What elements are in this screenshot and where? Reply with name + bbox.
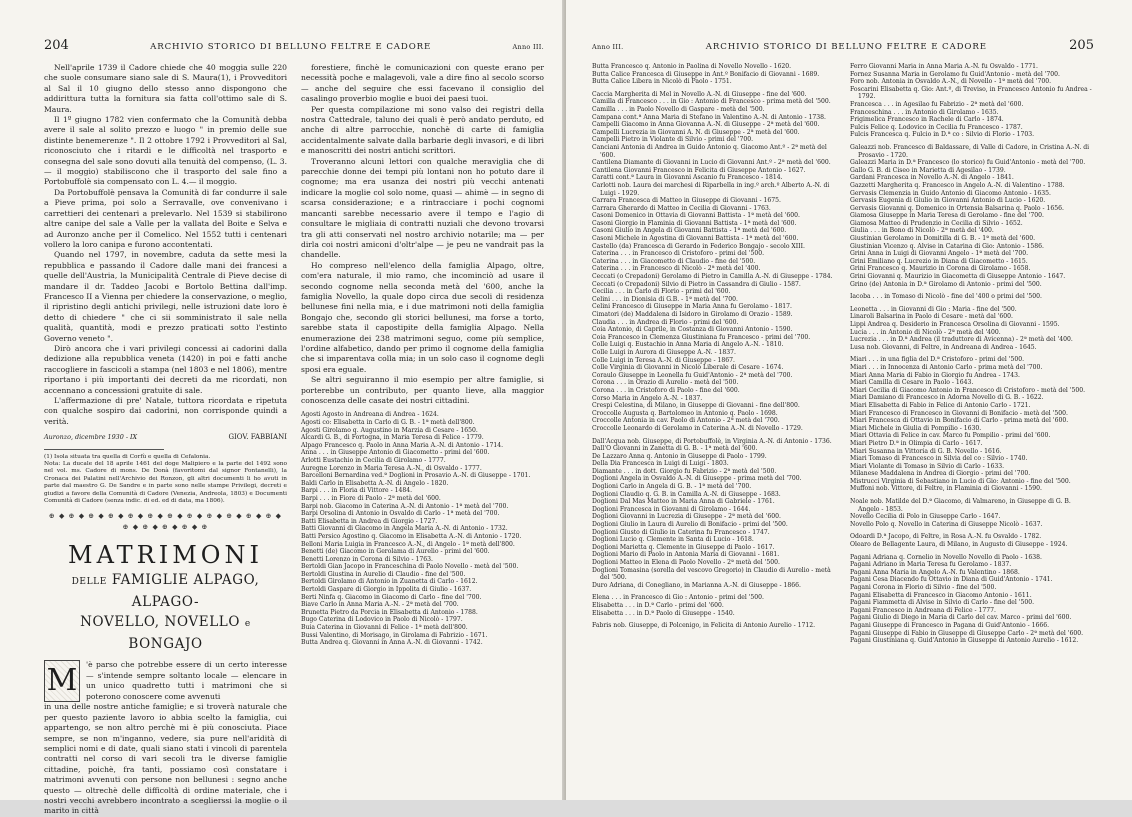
marriage-entry: Barpi . . . in Fiore di Paolo - 2ª metà del '600. bbox=[301, 494, 441, 502]
marriage-entry: Doglioni Claudio q. G. B. in Camilla A.-N. di Giuseppe - 1683. bbox=[592, 490, 781, 498]
marriage-entry: Giustinian Vicenzo q. Alvise in Catarina di Gio: Antonio - 1586. bbox=[850, 242, 1044, 250]
marriage-entry: Colle Virginia di Giovanni in Nicolò Liberale di Cesare - 1674. bbox=[592, 364, 784, 372]
marriage-entry: Coia Antonio, di Caprile, in Costanza di Giovanni Antonio - 1590. bbox=[592, 326, 793, 334]
marriage-entry: Pagani Fiammetta di Alvise in Silvio di Carlo - fine del '500. bbox=[850, 599, 1035, 607]
left-running-head bbox=[44, 38, 544, 53]
marriage-entry: Fornez Susanna Maria in Gerolamo fu Guid'Antonio - metà del '700. bbox=[850, 70, 1060, 78]
marriage-entry: Canciani Antonia di Andrea in Guido Antonio q. Giacomo Ant.º - 2ª metà del '600. bbox=[592, 143, 827, 159]
marriage-entry: Doglioni Giovanni in Lucrezia di Giuseppe - 2ª metà del '600. bbox=[592, 513, 781, 521]
marriage-entry: Miari Elisabetta di Fabio in Felice di Antonio Carlo - 1721. bbox=[850, 401, 1031, 409]
marriage-entry: Linaroli Balsarina in Paolo di Cesare - metà dal '600. bbox=[850, 313, 1013, 321]
marriage-entry: Bertoldi Gian Jacopo in Franceschina di Paolo Novello - metà del '500. bbox=[301, 563, 519, 571]
marriage-entry: Bertoldi Gaspare di Giorgio in Ippolita di Giulio - 1637. bbox=[301, 586, 472, 594]
intro-continuation: in una delle nostre antiche famiglie; e si troverà naturale che per questo paziente lavoro io abbia scelto la famiglia, cui appartengo, se non altro perchè mi è più conosciuta. Piace sempre, se non m'inganno, vedere, sia pure nell'aridità di semplici nomi e di date, quali siano stati i vincoli di parentela contratti nel corso di vari secoli tra le diverse famiglie cittadine, poichè, fra tanti, possiamo così constatare i matrimoni avvenuti con persone non bellunesi : segno anche questo — oltrechè delle difficoltà di ordine materiale, che i nostri vecchi avrebbero incontrato a sceglierssi la moglie o il marito in città bbox=[44, 702, 287, 816]
marriage-entry: Muffoni nob. Vittore, di Feltre, in Flaminia di Giovanni - 1590. bbox=[850, 485, 1042, 493]
marriage-entry: Gazzetti Margherita q. Francesco in Angelo A.-N. di Valentino - 1788. bbox=[850, 181, 1065, 189]
marriage-entry: Alpago Francesco q. Paolo in Anna Maria A.-N. di Antonio - 1714. bbox=[301, 441, 504, 449]
marriage-entry: Caterina . . . in Francesco di Nicolò - 2ª metà del '400. bbox=[592, 265, 761, 273]
marriage-entry: Agosti Agosto in Andreana di Andrea - 1624. bbox=[301, 411, 439, 419]
right-column-2 bbox=[850, 63, 1094, 645]
marriage-entry: Pagani Giulio di Diego in Maria di Carlo del cav. Marco - primi del '600. bbox=[850, 614, 1072, 622]
marriage-entry: Fulcis Felice q. Lodovico in Cecilia fu Francesco - 1787. bbox=[850, 123, 1023, 131]
signature-name: GIOV. FABBIANI bbox=[228, 433, 287, 442]
marriage-entry: Pagani Corona in Florio di Silvio - fine del '500. bbox=[850, 584, 997, 591]
marriage-entry: Miari Francesca di Ottavio in Bonifacio di Carlo - prima metà del '600. bbox=[850, 417, 1069, 425]
signature-place: Auronzo, dicembre 1930 - IX bbox=[44, 433, 138, 442]
marriage-entry: Pagani Adriano in Maria Teresa fu Gerolamo - 1837. bbox=[850, 561, 1012, 569]
marriage-entry: Casoni Michele in Agostina di Giovanni Battista - 1ª metà del '600. bbox=[592, 235, 799, 243]
right-column-1 bbox=[592, 63, 836, 645]
marriage-entry: Ceccati (o Crepadoni) Gerolamo di Pietro in Camilla A.-N. di Giuseppe - 1784. bbox=[592, 273, 833, 281]
body-paragraph: Da Portobuffolè pensava la Comunità di far condurre il sale a Pieve prima, poi solo a Serravalle, ove convenivano i carrettieri dei centenari a prelevarlo. Nel 1539 si stabilirono altre canipe del sale a Valle per la vallata del Boite e Selva e ad Auronzo anche per il Comelico. Nel 1552 tutti i centenari vollero la loro canipa e furono accontentati. bbox=[44, 187, 287, 249]
marriage-entry: Miari Anna Maria di Fabio in Giorgio fu Andrea - 1743. bbox=[850, 371, 1020, 379]
marriage-entry: Doglioni Mario di Paolo in Antonia Maria di Giovanni - 1681. bbox=[592, 551, 780, 559]
marriage-entry: Grini Anna in Luigi di Giovanni Angelo - 1ª metà del '700. bbox=[850, 250, 1029, 258]
marriage-entry: Doglioni Dal Mas Matteo in Maria Anna di Gabriele - 1761. bbox=[592, 498, 775, 506]
marriage-entry: Giamosa Giuseppe in Maria Teresa di Gerolamo - fine del '700. bbox=[850, 212, 1044, 220]
marriage-entry: Miari . . . in una figlia del D.ª Cristoforo - primi del '500. bbox=[850, 356, 1025, 364]
running-title: ARCHIVIO STORICO DI BELLUNO FELTRE E CADORE bbox=[150, 42, 432, 52]
marriage-entry: Ceccati (o Crepadoni) Silvio di Pietro in Cassandra di Giulio - 1587. bbox=[592, 280, 801, 288]
marriage-entry: Barcelloni Bernardina ved.ª Doglioni in Prosavio A.-N. di Giuseppe - 1701. bbox=[301, 472, 531, 480]
marriage-entry: Fabris nob. Giuseppe, di Polcenigo, in Felicita di Antonio Aurelio - 1712. bbox=[592, 622, 816, 630]
marriage-entry: Caterina . . . in Francesco di Cristoforo - primi del '500. bbox=[592, 250, 765, 258]
marriage-entry: Carrara Francesca di Matteo in Giuseppe di Giovanni - 1675. bbox=[592, 197, 781, 205]
section-subtitle-1: DELLE FAMIGLIE ALPAGO, ALPAGO- bbox=[71, 572, 260, 611]
marriage-entry: Galeazzi Maria in D.ª Francesco (lo storico) fu Guid'Antonio - metà del '700. bbox=[850, 159, 1086, 167]
marriage-entry: Campelli Pietro in Violante di Silvio - primi del '700. bbox=[592, 136, 754, 144]
marriage-entry: Miari Susanna in Vittoria di G. B. Novello - 1616. bbox=[850, 447, 1002, 455]
marriage-entry: Caccia Margherita di Mel in Novello A.-N. di Giuseppe - fine del '600. bbox=[592, 90, 807, 98]
marriage-entry: Bugo Caterina di Lodovico in Paolo di Nicolò - 1797. bbox=[301, 616, 463, 624]
marriage-entry: Belloni Maria Luigia in Francesco A.-N., di Angelo - 1ª metà dell'800. bbox=[301, 540, 515, 548]
marriage-entry: Caratti cont.ª Laura in Giovanni Ascanio fu Francesco - 1814. bbox=[592, 174, 783, 182]
marriage-entry: Lucia . . . in Antonio di Nicolò - 2ª metà del '400. bbox=[850, 328, 1001, 336]
marriage-entry: Foscarini Elisabetta q. Gio: Ant.º, di Treviso, in Francesco Antonio fu Andrea - 1792. bbox=[850, 85, 1092, 101]
marriage-entry: Miari Tomaso di Francesco in Silvia del co : Silvio - 1740. bbox=[850, 455, 1028, 463]
marriage-entry: Miari . . . in Innocenza di Antonio Carlo - prima metà del '700. bbox=[850, 363, 1043, 371]
marriage-entry: Pagani Giuseppe di Francesco in Pagana di Guid'Antonio - 1666. bbox=[850, 621, 1050, 629]
marriage-entry: Caterina . . . in Giacometto di Claudio - fine del '500. bbox=[592, 257, 756, 265]
marriage-entry: Lippi Andrea q. Desiderio in Francesca Orsolina di Giovanni - 1595. bbox=[850, 321, 1060, 328]
marriage-entry: Cimatori (de) Maddalena di Isidoro in Girolamo di Orazio - 1589. bbox=[592, 311, 793, 318]
marriage-entry: Batti Giovanni di Giacomo in Angela Maria A.-N. di Antonio - 1732. bbox=[301, 525, 508, 533]
marriage-entry: Doglioni Giusto di Giulio in Caterina fu Francesco - 1747. bbox=[592, 528, 770, 536]
marriage-entry: Leonetta . . . in Giovanni di Gio : Maria - fine del '500. bbox=[850, 305, 1017, 313]
marriage-entry: Dall'O Giovanni in Zanetta di G. B. - 1ª metà del '600. bbox=[592, 445, 758, 453]
marriage-entry: Corona . . . in Cristoforo di Paolo - fine del '600. bbox=[592, 386, 740, 394]
section-title: MATRIMONI bbox=[68, 541, 263, 570]
marriage-entry: Corona . . . in Orazio di Aurelio - metà del '500. bbox=[592, 379, 739, 387]
right-running-head bbox=[592, 38, 1094, 53]
marriage-entry: Mistrucci Virginia di Sebastiano in Lucio di Gio: Antonio - fine del '500. bbox=[850, 477, 1071, 485]
marriage-entry: Miari Violante di Tomaso in Silvio di Carlo - 1633. bbox=[850, 462, 1005, 470]
marriage-entry: Foro nob. Antonia in Osvaldo A.-N., di Novello - 1ª metà del '700. bbox=[850, 78, 1052, 86]
body-paragraph: L'affermazione di pre' Natale, tuttora ricordata e ripetuta con qualche sospiro dai cadorini, non corrisponde quindi a verità. bbox=[44, 396, 287, 426]
marriage-entry: Pagani Elisabetta di Francesco in Giacomo Antonio - 1611. bbox=[850, 591, 1032, 599]
section-subtitle-2: NOVELLO, NOVELLO e BONGAJO bbox=[80, 614, 251, 653]
marriage-entry: Lucrezia . . . in D.ª Andrea (il traduttore di Avicenna) - 2ª metà del '400. bbox=[850, 336, 1073, 344]
marriage-entry: Pagani Cesa Diacendo fu Ottavio in Diana di Guid'Antonio - 1741. bbox=[850, 576, 1053, 584]
marriage-entry: Agosti Girolamo q. Augustino in Marzia di Cesare - 1650. bbox=[301, 426, 478, 434]
marriage-entry: Miari Cecilia di Giacomo Antonio in Francesco di Cristoforo - metà del '500. bbox=[850, 386, 1086, 394]
marriage-entry: Cecilia . . . in Carlo di Florio - primi del '600. bbox=[592, 288, 731, 296]
marriage-entry: Francesca . . . in Agesilao fu Fabrizio - 2ª metà del '600. bbox=[850, 100, 1024, 108]
body-paragraph: forestiere, finchè le comunicazioni con queste erano per necessità poche e malagevoli, vale a dire fino al secolo scorso — anche del seguire che essi facevano il consiglio del casalingo proverbio moglie e buoi dei paesi tuoi. bbox=[301, 63, 544, 104]
left-column-1 bbox=[44, 63, 287, 817]
marriage-entry: Camilla . . . in Paolo Novello di Gaspare - metà del '500. bbox=[592, 105, 765, 113]
marriage-entry: Campana cont.ª Anna Maria di Stefano in Valentino A.-N. di Antonio - 1738. bbox=[592, 113, 826, 121]
marriage-entry: Alcardi G. B., di Fortogna, in Maria Teresa di Felice - 1779. bbox=[301, 434, 484, 442]
body-paragraph: Nell'aprile 1739 il Cadore chiede che 40 moggia sulle 220 che suole consumare siano sale di S. Maura(1), i Provveditori al Sal il 10 giugno dello stesso anno dispongono che addirittura tutta la fornitura sia fatta coll'ottimo sale di S. Maura. bbox=[44, 63, 287, 114]
marriage-entry: Grini Emiliano q. Lucrezio in Diana di Giacometto - 1615. bbox=[850, 257, 1028, 265]
marriage-entry: Benetti (de) Giacomo in Gerolama di Aurelio - primi del '600. bbox=[301, 548, 490, 556]
marriage-entry: Corso Maria in Angelo A.-N. - 1837. bbox=[592, 394, 703, 402]
marriage-entry: Miari Damiano di Francesco in Adorna Novello di G. B. - 1622. bbox=[850, 394, 1044, 402]
marriage-entry: Colle Luigi q. Eustachio in Anna Maria di Angelo A.-N. - 1810. bbox=[592, 341, 784, 349]
marriage-entry: Baldi Carlo in Elisabetta A.-N. di Angelo - 1820. bbox=[301, 479, 449, 487]
body-paragraph: Dirò ancora che i vari privilegi concessi ai cadorini dalla dedizione alla repubblica veneta (1420) in poi e fatti anche raccogliere in fascicoli a stampa (nel 1803 e nel 1806), mentre riportano i più importanti dei decreti da me ricordati, non accennano a concessioni gratuite di sale. bbox=[44, 343, 287, 395]
marriage-entry: Casoni Domenico in Ottavia di Giovanni Battista - 1ª metà del '600. bbox=[592, 212, 800, 220]
marriage-entry: Casoni Giulio in Angela di Giovanni Battista - 1ª metà del '600. bbox=[592, 227, 787, 235]
marriage-entry: Benetti Lorenzo in Corona di Silvio - 1763. bbox=[301, 555, 433, 563]
marriage-entry: Campelli Lucrezia in Giovanni A. N. di Giuseppe - 2ª metà del '600. bbox=[592, 128, 800, 136]
marriage-entry: Grino (de) Antonia in D.ª Girolamo di Antonio - primi del '500. bbox=[850, 280, 1042, 288]
left-column-2 bbox=[301, 63, 544, 817]
marriage-entry: Pagani Adriana q. Cornelio in Novello Novello di Paolo - 1638. bbox=[850, 553, 1042, 561]
marriage-entry: Giamosa Matteo di Prudenzio in Cecilia di Silvio - 1652. bbox=[850, 219, 1023, 227]
marriage-entry: Miari Pietro D.ª in Olimpia di Carlo - 1617. bbox=[850, 439, 983, 447]
marriage-entry: Pagani Francesco in Andreana di Felice - 1777. bbox=[850, 606, 996, 614]
marriage-entry: Miari Camilla di Cesare in Paolo - 1643. bbox=[850, 379, 974, 387]
marriage-entry: Pagani Anna Maria in Angelo A.-N. fu Valentino - 1868. bbox=[850, 568, 1020, 576]
marriage-entry: Brunetta Pietro da Porcia in Elisabetta di Antonio - 1788. bbox=[301, 608, 478, 616]
marriage-entry: Bertoldi Girolamo di Antonio in Zuanetta di Carlo - 1612. bbox=[301, 578, 478, 586]
left-page bbox=[0, 0, 566, 816]
marriage-entry: Doglioni Carlo in Angela di G. B. - 1ª metà del '700. bbox=[592, 483, 752, 491]
marriage-entry: Butta Andrea q. Giovanni in Anna A.-N. di Giovanni - 1742. bbox=[301, 639, 483, 647]
marriage-entry: Butta Calice Francesca di Giuseppe in Ant.º Bonifacio di Giovanni - 1689. bbox=[592, 70, 820, 78]
marriage-entry: Cantilena Giovanni Francesco in Felicita di Giuseppe Antonio - 1627. bbox=[592, 166, 806, 174]
marriage-entry: Frigimelica Francesco in Rachele di Carlo - 1874. bbox=[850, 116, 1004, 124]
marriage-entry: Gervasis Giovanni q. Domenico in Ortensia Balsarina q. Paolo - 1656. bbox=[850, 204, 1064, 212]
marriage-entry: Elena . . . in Francesco di Gio : Antonio - primi del '500. bbox=[592, 594, 764, 602]
footnote-rule bbox=[44, 449, 164, 450]
marriage-entry: Miari Michele in Giulia di Pompilio - 1630. bbox=[850, 424, 982, 432]
marriage-entry: Duro Adriana, di Conegliano, in Marianna A.-N. di Giuseppe - 1866. bbox=[592, 581, 801, 589]
marriage-entry: Franceschina . . . in Antonio di Girolamo - 1635. bbox=[850, 108, 999, 116]
body-paragraph: Troveranno alcuni lettori con qualche meraviglia che di parecchie donne dei tempi più lontani non ho potuto dare il cognome; ma era usanza dei nostri più vecchi antenati indicare la moglie col solo nome, quasi — ahimè — in segno di scarsa considerazione; e a rintracciare i pochi cognomi mancanti sarebbe necessario avere il tempo e l'agio di consultare le migliaia di contratti nuziali che devono trovarsi tra gli atti conservati nel nostro archivio notarile; ma — per dirla coi nostri amiconi d'oltr'alpe — je peu ne vandrait pas la chandelle. bbox=[301, 156, 544, 260]
dropcap-letter: M bbox=[44, 660, 80, 702]
marriage-entry: Anna . . . in Giuseppe Antonio di Giacometto - primi del '600. bbox=[301, 449, 490, 457]
marriage-entry: Carlotti nob. Laura dei marchesi di Riparbella in ing.º arch.º Alberto A.-N. di Luigi - 1929. bbox=[592, 181, 830, 197]
marriage-entry: Claudia . . . in Andrea di Florio - primi del '600. bbox=[592, 318, 739, 326]
marriage-entry: Doglioni Francesca in Giovanni di Girolamo - 1644. bbox=[592, 505, 751, 513]
marriage-entry: Barpi . . . in Floria di Vittore - 1484. bbox=[301, 487, 413, 495]
marriage-entry: Gardani Francesca in Novello A.-N. di Angelo - 1841. bbox=[850, 174, 1014, 182]
marriage-entry: Giustinian Gerolamo in Domitilla di G. B. - 1ª metà del '600. bbox=[850, 235, 1036, 243]
marriage-entry: Berti Ninfa q. Giacomo in Giacomo di Carlo - fine del '700. bbox=[301, 593, 482, 601]
marriage-entry: Batti Elisabetta in Andrea di Giorgio - 1727. bbox=[301, 517, 438, 525]
signature bbox=[44, 432, 287, 442]
marriage-entry: Agosti co: Elisabetta in Carlo di G. B. - 1ª metà dell'800. bbox=[301, 419, 475, 426]
marriage-entry: Miari Ottavia di Felice in cav. Marco fu Pompilio - primi del '600. bbox=[850, 432, 1051, 440]
marriage-entry: Coraulo Giuseppe in Leonella fu Guid'Antonio - 2ª metà del '700. bbox=[592, 371, 793, 379]
marriage-entry: Colle Luigi in Teresa A.-N. di Giuseppe - 1867. bbox=[592, 356, 735, 364]
marriage-entry: Lusa nob. Giovanni, di Feltre, in Andreana di Andrea - 1645. bbox=[850, 343, 1037, 351]
marriage-entry: Biave Carlo in Anna Maria A.-N. - 2ª metà del '700. bbox=[301, 601, 459, 609]
body-paragraph: Ho compreso nell'elenco della famiglia Alpago, oltre, com'era naturale, il mio ramo, che incominciò ad usare il secondo cognome nella seconda metà del '600, anche la famiglia Novello, la quale dopo circa due secoli di residenza bellunese fini nella mia, e i due matrimoni noti della famiglia Bongajo che, secondo gli storici bellunesi, ma forse a torto, sarebbe stata il capostipite della famiglia Alpago. Nella enumerazione dei 238 matrimoni seguo, come più semplice, l'ordine alfabetico, dando per primo il cognome della famiglia che si imparentava colla mia; in un solo caso il cognome degli sposi era eguale. bbox=[301, 260, 544, 374]
marriage-entry: Galeazzi nob. Francesco di Baldassare, di Valle di Cadore, in Cristina A.-N. di Prosavio - 1720. bbox=[850, 143, 1090, 159]
marriage-entry: Doglioni Tomasina (sorella del vescovo Gregorio) in Claudio di Aurelio - metà del '500. bbox=[592, 566, 831, 582]
marriage-entry: Carrara Gherardo di Matteo in Cecilia di Giovanni - 1763. bbox=[592, 204, 771, 212]
marriage-entry: Doglioni Matteo in Elena di Paolo Novello - 2ª metà del '500. bbox=[592, 559, 780, 566]
marriage-entry: Barpi Orsolina di Antonio in Osvaldo di Carlo - 1ª metà del '700. bbox=[301, 510, 500, 518]
footnote: (1) Isola situata tra quella di Corfù e quella di Cefalonia. bbox=[44, 453, 211, 460]
marriage-entry: Croccolle Antonia in cav. Paolo di Antonio - 2ª metà del '700. bbox=[592, 417, 780, 425]
marriage-entry: Giulia . . . in Bono di Nicolò - 2ª metà del '400. bbox=[850, 227, 994, 235]
marriage-entry: Elisabetta . . . in D.ª Paolo di Giuseppe - 1540. bbox=[592, 609, 735, 617]
marriage-entry: Gervasis Eugenia di Giulio in Giovanni Antonio di Lucio - 1620. bbox=[850, 197, 1046, 205]
marriage-entry: Celini Francesco di Giuseppe in Maria Anna fu Gerolamo - 1817. bbox=[592, 303, 792, 311]
marriage-entry: Miari Francesco di Francesco in Giovanni di Bonifacio - metà del '500. bbox=[850, 409, 1068, 417]
marriage-entry: Batti Persico Agostino q. Giacomo in Elisabetta A.-N. di Antonio - 1720. bbox=[301, 532, 522, 540]
marriage-entry: Novello Polo q. Novello in Caterina di Giuseppe Nicolò - 1637. bbox=[850, 520, 1043, 528]
marriage-entry: Doglioni Marietta q. Clemente in Giuseppe di Paolo - 1617. bbox=[592, 543, 775, 551]
marriage-entry: Camilla di Francesco . . . in Gio : Antonio di Francesco - prima metà del '500. bbox=[592, 98, 831, 106]
body-paragraph: Per questa compilazione mi sono valso dei registri della nostra Cattedrale, taluno dei quali è però andato perduto, ed anche di altre parrocchie, nonchè di carte di famiglia accidentalmente salvate dalla barbarie degli invasori, e di libri e manoscritti dei nostri antichi scrittori. bbox=[301, 104, 544, 156]
marriage-entry: Iacoba . . . in Tomaso di Nicolò - fine del '400 o primi del '500. bbox=[850, 293, 1042, 301]
marriage-entry: Ferro Giovanni Maria in Anna Maria A.-N. fu Osvaldo - 1771. bbox=[850, 63, 1038, 70]
marriage-entry: Gallo G. B. di Ciseo in Marietta di Agesilao - 1739. bbox=[850, 166, 1006, 174]
year-label: Anno III. bbox=[592, 43, 624, 51]
right-page bbox=[566, 0, 1132, 800]
marriage-entry: Coia Francesco in Clemenza Giustiniana fu Francesco - primi del '700. bbox=[592, 333, 811, 341]
marriage-entry: Butta Calice Libera in Nicolò di Paolo - 1751. bbox=[592, 78, 732, 86]
year-label: Anno III. bbox=[512, 43, 544, 51]
marriage-entry: Elisabetta . . . in D.ª Carlo - primi del '600. bbox=[592, 601, 724, 609]
marriage-entry: Odoardi D.ª Jacopo, di Feltre, in Rosa A.-N. fu Osvaldo - 1782. bbox=[850, 533, 1042, 541]
marriage-entry: Noale nob. Matilde del D.ª Giacomo, di Valmareno, in Giuseppe di G. B. Angelo - 1853. bbox=[850, 498, 1071, 513]
marriage-entry: Pagani Giustiniana q. Guid'Antonio in Giuseppe di Antonio Aurelio - 1612. bbox=[850, 637, 1079, 645]
marriage-entry: Cantilena Diamante di Giovanni in Lucio di Giovanni Ant.º - 2ª metà del '600. bbox=[592, 159, 831, 167]
marriage-entry: Croccolle Augusta q. Bartolomeo in Antonio q. Paolo - 1698. bbox=[592, 409, 778, 417]
marriage-entry: Grini Giovanni q. Maurizio in Giacometta di Giuseppe Antonio - 1647. bbox=[850, 273, 1066, 281]
marriage-entry: Novello Cecilia di Polo in Giuseppe Carlo - 1647. bbox=[850, 513, 1001, 521]
marriage-entry: Doglioni Giulio in Laura di Aurelio di Bonifacio - primi del '500. bbox=[592, 521, 788, 529]
marriage-entry: Butta Francesco q. Antonio in Paolina di Novello Novello - 1620. bbox=[592, 63, 792, 70]
intro-paragraph bbox=[44, 660, 287, 702]
footnote: Nota: La ducale del 18 aprile 1461 del doge Malipiero e la parte del 1492 sono nel vol. ms. Cadore di mons. De Donà (favoritomi dal signor Fontanelli), la Cronaca dei Palatini nell'Archivio dei Ronzon, gli altri documenti li ho avuti in parte dal maestro G. De Sandre e in parte sono nelle stampe Privilegi, decreti e giudizi a favore della Comunità di Cadore (Venezia, Andreola, 1803) e Documenti Comunità di Cadore (senza indic. di ed. ed di data, ma 1806). bbox=[44, 461, 287, 505]
body-paragraph: Quando nel 1797, in novembre, caduta da sette mesi la repubblica e passando il Cadore dalle mani dei francesi a quelle dell'Austria, la Municipalità Centrale di Pieve decise di mandare il dr. Taddeo Jacobi e Bortolo Bettina dall'imp. Francesco II a Vienna per chiedere la conservazione, o meglio, il ripristino degli antichi privilegi, nelle istruzioni date loro è detto di chiedere " che ci sii somministrato il sale nella qualità, quantità, modi e prezzo praticati sotto l'estinto Governo veneto ". bbox=[44, 250, 287, 343]
marriage-entry: Celini . . . in Dionisia di G.B. - 1ª metà del '700. bbox=[592, 295, 738, 303]
marriage-entry: Olearo de Bellagente Laura, di Milano, in Augusto di Giuseppe - 1924. bbox=[850, 541, 1068, 549]
marriage-entry: Bussi Valentino, di Morisago, in Girolama di Fabrizio - 1671. bbox=[301, 631, 488, 639]
marriage-entry: Doglioni Angela in Osvaldo A.-N. di Giuseppe - prima metà del '700. bbox=[592, 475, 802, 483]
marriage-entry: Dall'Acqua nob. Giuseppe, di Portobuffolè, in Virginia A.-N. di Antonio - 1736. bbox=[592, 437, 832, 445]
body-paragraph: Il 1º giugno 1782 vien confermato che la Comunità debba avere il sale al solito prezzo e luogo " in premio delle sue distinte benemerenze ". Il 2 ottobre 1792 i Provveditori al Sal, riconosciuto che i ritardi e le difficoltà nel trasporto e consegna del sale sono dovuti alla tenuità del compenso, (L. 3.— il moggio) stabiliscono che il trasporto del sale fino a Portobuffolè sia compensato con L. 4.— il moggio. bbox=[44, 115, 287, 187]
ornament-divider: ⊕ ◆ ⊕ ◆ ⊕ ◆ ⊕ ◆ ⊕ ◆ ⊕ ◆ ⊕ ◆ ⊕ ◆ ⊕ ◆ ⊕ ◆ ⊕ ◆ ⊕ ◆ ⊕ ◆ ⊕ ◆ ⊕ ◆ ⊕ ◆ ⊕ bbox=[48, 512, 283, 531]
body-paragraph: Se altri seguiranno il mio esempio per altre famiglie, si porterebbe un contributo, per quanto lieve, alla maggior conoscenza delle casate dei nostri cittadini. bbox=[301, 375, 544, 405]
marriage-entry: Pagani Giuseppe di Fabio in Giuseppe di Giuseppe Carlo - 2ª metà del '600. bbox=[850, 629, 1084, 637]
marriage-entry: Grini Francesco q. Maurizio in Corona di Girolamo - 1658. bbox=[850, 265, 1031, 273]
marriage-entry: Campelli Giacomo in Anna Giovanna A.-N. di Giuseppe - 2ª metà del '600. bbox=[592, 121, 820, 129]
page-number: 204 bbox=[44, 38, 69, 53]
marriage-entry: Bertoldi Giustina in Aurelio di Claudio - fine del '500. bbox=[301, 570, 466, 578]
marriage-entry: Milanese Maddalena in Andrea di Giorgio - primi del '700. bbox=[850, 470, 1031, 478]
marriage-entry: Buia Caterina in Giovanni di Felice - 1ª metà dell'800. bbox=[301, 624, 468, 632]
page-number: 205 bbox=[1069, 38, 1094, 53]
dropcap-text: 'è parso che potrebbe essere di un certo interesse — s'intende sempre soltanto locale — elencare in un unico quadretto tutti i matrimoni che si poterono conoscere come avvenuti bbox=[86, 660, 287, 701]
marriage-entry: Croccolle Leonardo di Gerolamo in Caterina A.-N. di Novello - 1729. bbox=[592, 424, 803, 432]
marriage-entry: Gervasis Clemenzia in Guido Antonio di Giacomo Antonio - 1635. bbox=[850, 189, 1051, 197]
marriage-entry: De Lazzaro Anna q. Antonio in Giuseppe di Paolo - 1799. bbox=[592, 452, 767, 460]
marriage-entry: Fulcis Francesca q. Fulcio in D.ª co : Silvio di Florio - 1703. bbox=[850, 131, 1035, 139]
marriage-entry: Castello (da) Francesca di Gerardo in Federico Bongajo - secolo XIII. bbox=[592, 242, 805, 250]
marriage-entry: Barpi nob. Giacomo in Caterina A.-N. di Antonio - 1ª metà del '700. bbox=[301, 502, 509, 510]
marriage-entry: Crespi Celestina, di Milano, in Giuseppe di Giovanni - fine dell'800. bbox=[592, 402, 800, 410]
running-title: ARCHIVIO STORICO DI BELLUNO FELTRE E CADORE bbox=[705, 42, 987, 52]
marriage-entry: Auregne Lorenzo in Maria Teresa A.-N., di Osvaldo - 1777. bbox=[301, 464, 482, 472]
marriage-entry: Doglioni Lucio q. Clemente in Santa di Lucio - 1618. bbox=[592, 536, 754, 544]
marriage-entry: Colle Luigi in Aurora di Giuseppe A.-N. - 1837. bbox=[592, 348, 736, 356]
marriage-entry: Arlotti Eustachio in Cecilia di Girolamo - 1777. bbox=[301, 456, 446, 464]
marriage-entry: Della Dia Francesca in Luigi di Luigi - 1803. bbox=[592, 460, 729, 468]
marriage-entry: Casoni Giorgio in Flaminia di Giovanni Battista - 1ª metà del '600. bbox=[592, 219, 797, 227]
marriage-entry: Diamante . . . in dott. Giorgio fu Fabrizio - 2ª metà del '500. bbox=[592, 467, 777, 475]
